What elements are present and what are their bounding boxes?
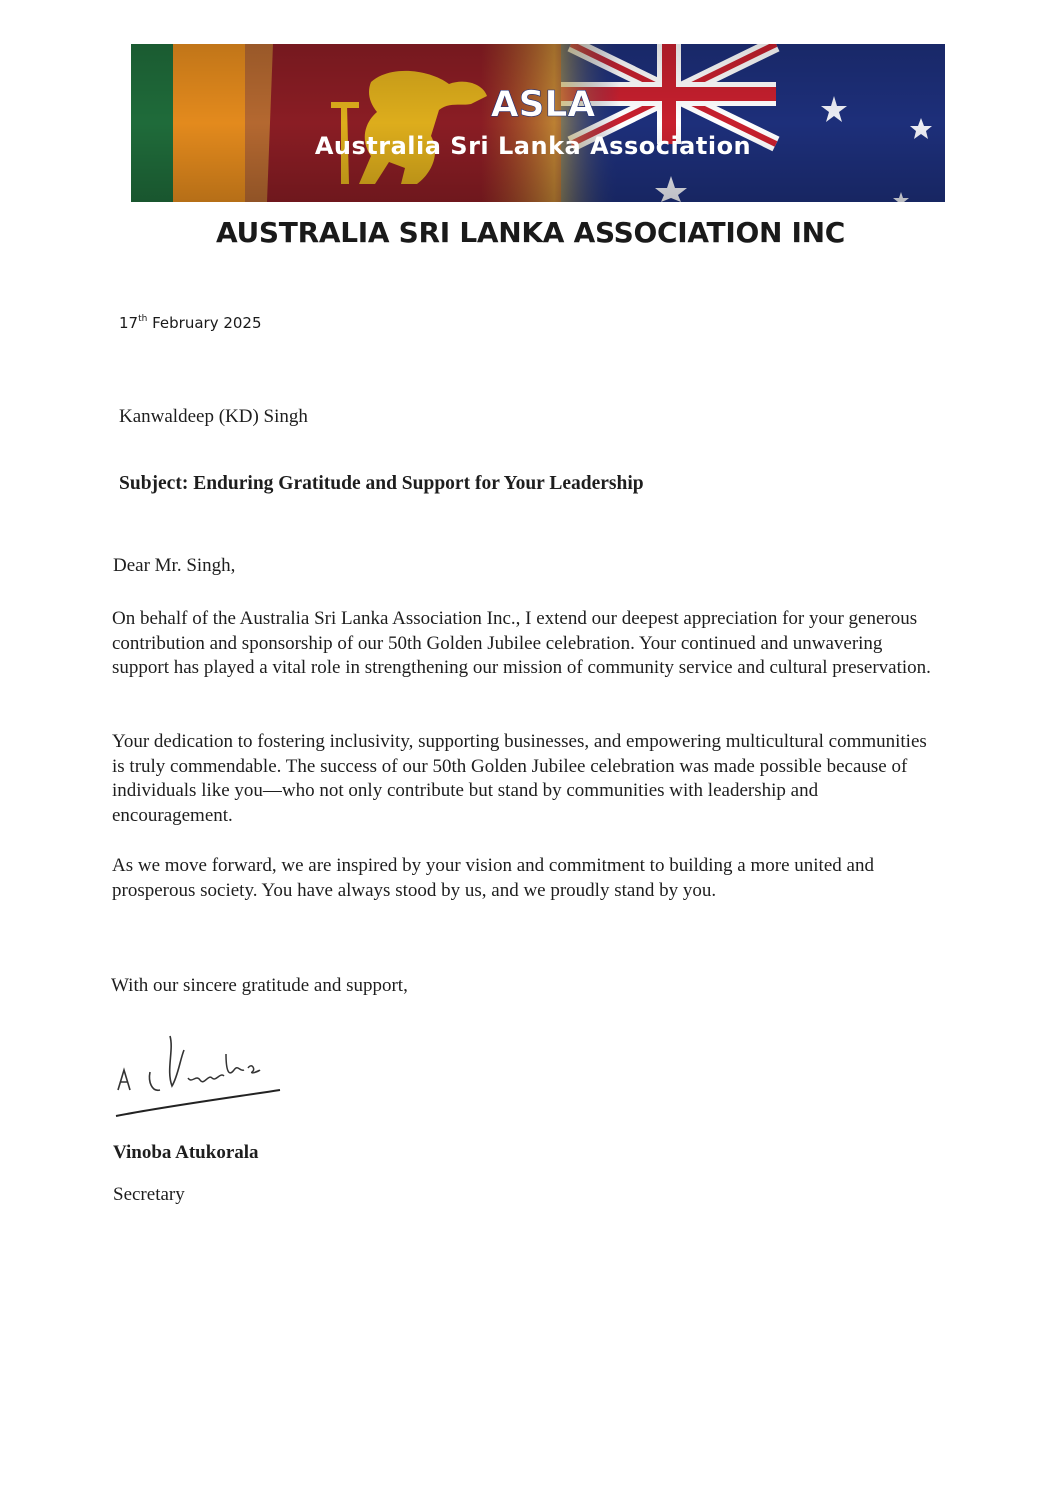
date-suffix: th: [138, 314, 148, 324]
date-day: 17: [119, 314, 139, 332]
header-banner: [131, 44, 945, 202]
banner-full-name: Australia Sri Lanka Association: [314, 132, 752, 160]
date-rest: February 2025: [152, 314, 262, 332]
letter-date: [119, 314, 262, 332]
salutation: Dear Mr. Singh,: [113, 555, 236, 576]
body-paragraph-2: Your dedication to fostering inclusivity, supporting businesses, and empowering multicultural communities is truly commendable. The success of our 50th Golden Jubilee celebration was made possible because of individuals like you—who not only contribute but stand by communities with leadership and encouragement.: [112, 731, 927, 826]
signer-title: Secretary: [113, 1184, 185, 1205]
handwritten-signature: [108, 1020, 288, 1125]
closing-line: With our sincere gratitude and support,: [111, 975, 408, 996]
body-paragraph-3: As we move forward, we are inspired by your vision and commitment to building a more united and prosperous society. You have always stood by us, and we proudly stand by you.: [112, 855, 874, 901]
org-heading: AUSTRALIA SRI LANKA ASSOCIATION INC: [215, 216, 846, 249]
subject-line: Subject: Enduring Gratitude and Support for Your Leadership: [119, 473, 644, 494]
recipient-name: Kanwaldeep (KD) Singh: [119, 406, 308, 427]
signer-name: Vinoba Atukorala: [113, 1142, 259, 1163]
body-paragraph-1: On behalf of the Australia Sri Lanka Association Inc., I extend our deepest appreciation for your generous contribution and sponsorship of our 50th Golden Jubilee celebration. Your continued and unwavering support has played a vital role in strengthening our mission of community service and cultural preservation.: [112, 608, 931, 678]
banner-acronym: ASLA: [490, 84, 596, 125]
